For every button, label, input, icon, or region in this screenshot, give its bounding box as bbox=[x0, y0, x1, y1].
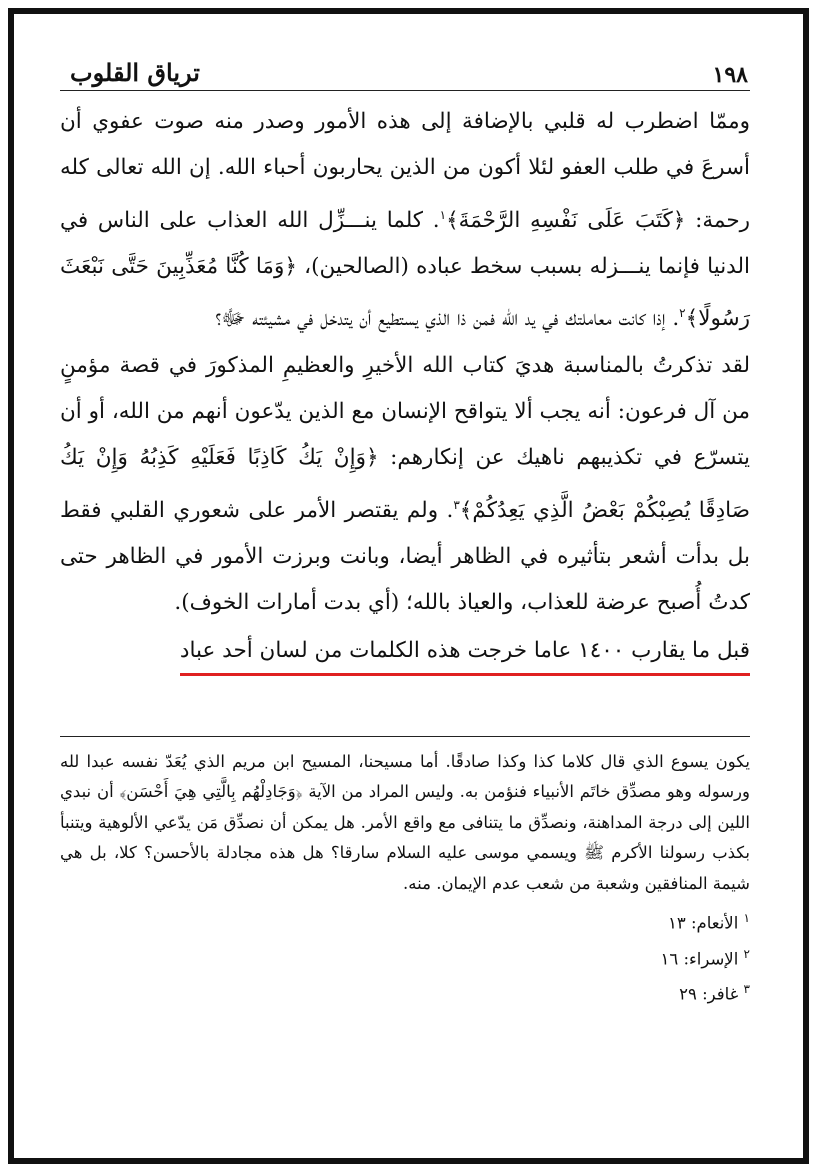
footnote-ref-2[interactable]: ٢ bbox=[679, 306, 686, 321]
paragraph-2: لقد تذكرتُ بالمناسبة هديَ كتاب الله الأخيرِ والعظيمِ المذكورَ في قصة مؤمنٍ من آل فرعون: أنه يجب ألا يتواقح الإنسان مع الذين يدّعون أنهم من الله، أو أن يتسرّع في تكذيبهم ناهيك عن إنكارهم: ﴿وَإِنْ يَكُ كَاذِبًا فَعَلَيْهِ كَذِبُهُ وَإِنْ يَكُ صَادِقًا يُصِبْكُمْ بَعْضُ الَّذِي يَعِدُكُمْ﴾$^٣$. ولم يقتصر الأمر على شعوري القلبي فقط بل بدأت أشعر بتأثيره في الظاهر أيضا، وبانت وبرزت الأمور في الظاهر حتى كدتُ أُصبح عرضة للعذاب، والعياذ بالله؛ (أي بدت أمارات الخوف). bbox=[60, 352, 750, 616]
footnote-separator bbox=[60, 736, 750, 737]
document-page bbox=[60, 44, 750, 1010]
footnote-ref-3[interactable]: ٣ bbox=[453, 497, 460, 512]
page-frame bbox=[8, 8, 809, 1164]
footnote-2: $^٢$ الإسراء: ١٦ bbox=[660, 946, 750, 969]
footnote-list bbox=[60, 903, 750, 1010]
main-text bbox=[60, 99, 750, 676]
footnotes-section bbox=[60, 747, 750, 1010]
paragraph-1: وممّا اضطرب له قلبي بالإضافة إلى هذه الأمور وصدر منه صوت عفوي أن أسرعَ في طلب العفو لئلا أكون من الذين يحاربون أحباء الله. إن الله تعالى كله رحمة: ﴿كَتَبَ عَلَى نَفْسِهِ الرَّحْمَةَ﴾$^١$. كلما ينـــزِّل الله العذاب على الناس في الدنيا فإنما ينـــزله بسبب سخط عباده (الصالحين)، ﴿وَمَا كُنَّا مُعَذِّبِينَ حَتَّى نَبْعَثَ رَسُولًا﴾$^٢$. إذا كانت معاملتك في يد الله فمن ذا الذي يستطيع أن يتدخل في مشيئته ﷻ؟ bbox=[60, 109, 750, 332]
page-number: ١٩٨ bbox=[712, 62, 748, 88]
author-note: يكون يسوع الذي قال كلاما كذا وكذا صادقًا. أما مسيحنا، المسيح ابن مريم الذي يُعَدّ نفسه عبدا لله ورسوله وهو مصدِّق خاتَم الأنبياء فنؤمن به. وليس المراد من الآية ﴿وَجَادِلْهُم بِالَّتِي هِيَ أَحْسَن﴾ أن نبدي اللين إلى درجة المداهنة، ونصدِّق ما يتنافى مع واقع الأمر. هل يمكن أن نصدِّق مَن يدّعي الألوهية ويتنبأ بكذب رسولنا الأكرم ﷺ ويسمي موسى عليه السلام سارقا؟ هل هذه مجادلة بالأحسن؟ كلا، بل هي شيمة المنافقين وشعبة من شعب عدم الإيمان. منه. bbox=[60, 751, 750, 893]
red-underlined-text: قبل ما يقارب ١٤٠٠ عاما خرجت هذه الكلمات من لسان أحد عباد bbox=[180, 631, 750, 676]
book-title: ترياق القلوب bbox=[70, 58, 200, 87]
highlighted-line bbox=[60, 627, 750, 676]
footnote-ref-1[interactable]: ١ bbox=[439, 207, 447, 222]
footnote-3: $^٣$ غافر: ٢٩ bbox=[679, 982, 750, 1004]
footnote-1: $^١$ الأنعام: ١٣ bbox=[667, 911, 750, 933]
page-header bbox=[60, 44, 750, 91]
